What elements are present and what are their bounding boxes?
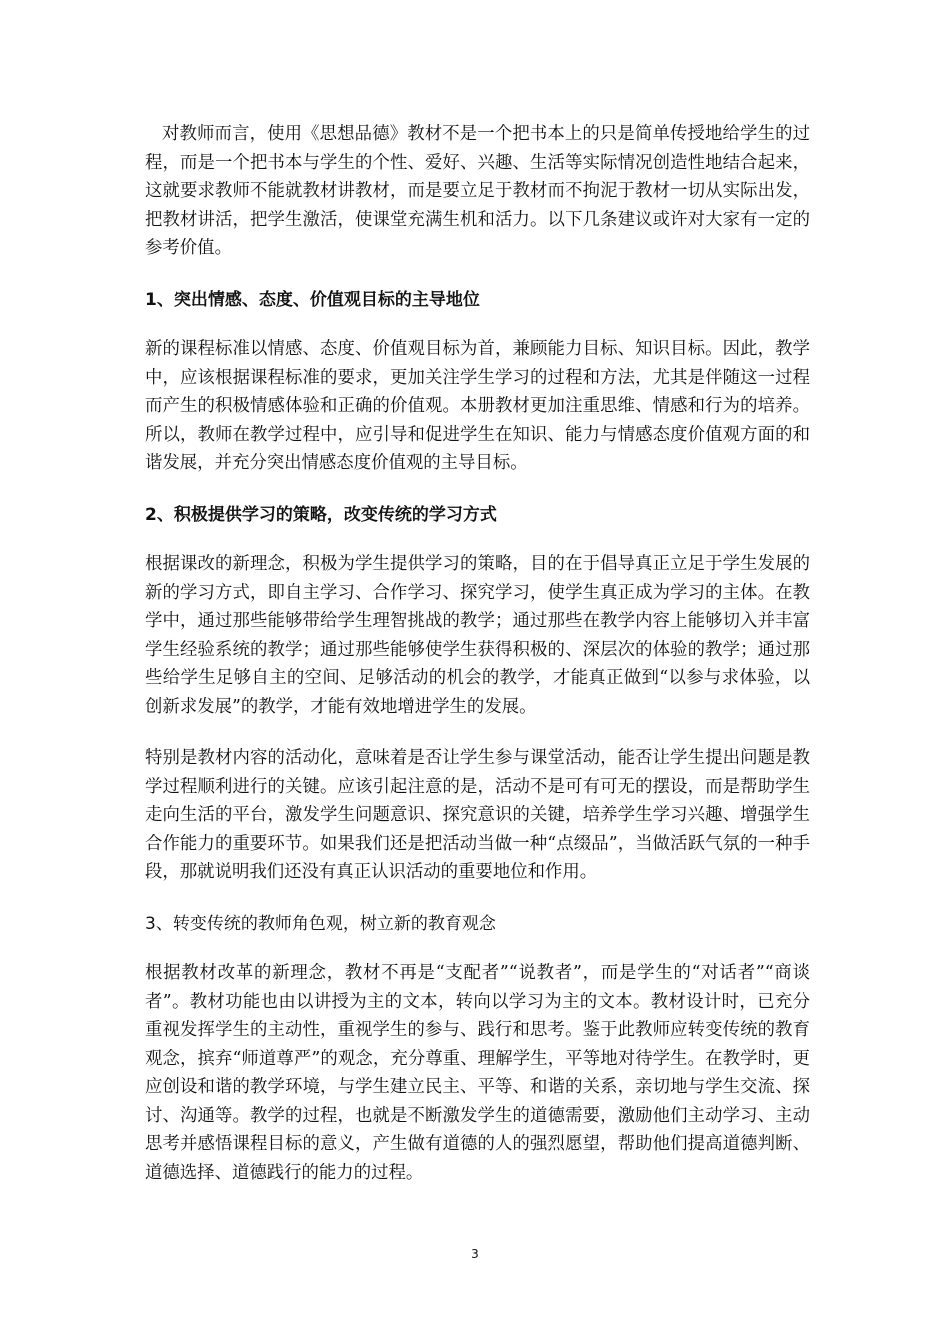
intro-paragraph: 对教师而言，使用《思想品德》教材不是一个把书本上的只是简单传授地给学生的过程，而是一个把书本与学生的个性、爱好、兴趣、生活等实际情况创造性地结合起来，这就要求教师不能就教材讲教材，而是要立足于教材而不拘泥于教材一切从实际出发，把教材讲活，把学生激活，使课堂充满生机和活力。以下几条建议或许对大家有一定的参考价值。 [145, 124, 810, 258]
section-2-paragraph-1: 根据课改的新理念，积极为学生提供学习的策略，目的在于倡导真正立足于学生发展的新的学习方式，即自主学习、合作学习、探究学习，使学生真正成为学习的主体。在教学中，通过那些能够带给学生理智挑战的教学；通过那些在教学内容上能够切入并丰富学生经验系统的教学；通过那些能够使学生获得积极的、深层次的体验的教学；通过那些给学生足够自主的空间、足够活动的机会的教学，才能真正做到“以参与求体验，以创新求发展”的教学，才能有效地增进学生的发展。 [145, 554, 810, 717]
page-number: 3 [471, 1247, 479, 1261]
section-3-paragraph-1: 根据教材改革的新理念，教材不再是“支配者”“说教者”，而是学生的“对话者”“商谈者”。教材功能也由以讲授为主的文本，转向以学习为主的文本。教材设计时，已充分重视发挥学生的主动性，重视学生的参与、践行和思考。鉴于此教师应转变传统的教育观念，摈弃“师道尊严”的观念，充分尊重、理解学生，平等地对待学生。在教学时，更应创设和谐的教学环境，与学生建立民主、平等、和谐的关系，亲切地与学生交流、探讨、沟通等。教学的过程，也就是不断激发学生的道德需要，激励他们主动学习、主动思考并感悟课程目标的意义，产生做有道德的人的强烈愿望，帮助他们提高道德判断、道德选择、道德践行的能力的过程。 [145, 963, 810, 1183]
document-body [145, 120, 810, 1187]
section-heading-3: 3、转变传统的教师角色观，树立新的教育观念 [145, 913, 496, 934]
section-heading-1: 1、突出情感、态度、价值观目标的主导地位 [145, 289, 480, 310]
section-heading-2: 2、积极提供学习的策略，改变传统的学习方式 [145, 504, 497, 525]
section-1-paragraph-1: 新的课程标准以情感、态度、价值观目标为首，兼顾能力目标、知识目标。因此，教学中，应该根据课程标准的要求，更加关注学生学习的过程和方法，尤其是伴随这一过程而产生的积极情感体验和正确的价值观。本册教材更加注重思维、情感和行为的培养。所以，教师在教学过程中，应引导和促进学生在知识、能力与情感态度价值观方面的和谐发展，并充分突出情感态度价值观的主导目标。 [145, 339, 810, 473]
section-2-paragraph-2: 特别是教材内容的活动化，意味着是否让学生参与课堂活动，能否让学生提出问题是教学过程顺利进行的关键。应该引起注意的是，活动不是可有可无的摆设，而是帮助学生走向生活的平台，激发学生问题意识、探究意识的关键，培养学生学习兴趣、增强学生合作能力的重要环节。如果我们还是把活动当做一种“点缀品”，当做活跃气氛的一种手段，那就说明我们还没有真正认识活动的重要地位和作用。 [145, 748, 810, 882]
